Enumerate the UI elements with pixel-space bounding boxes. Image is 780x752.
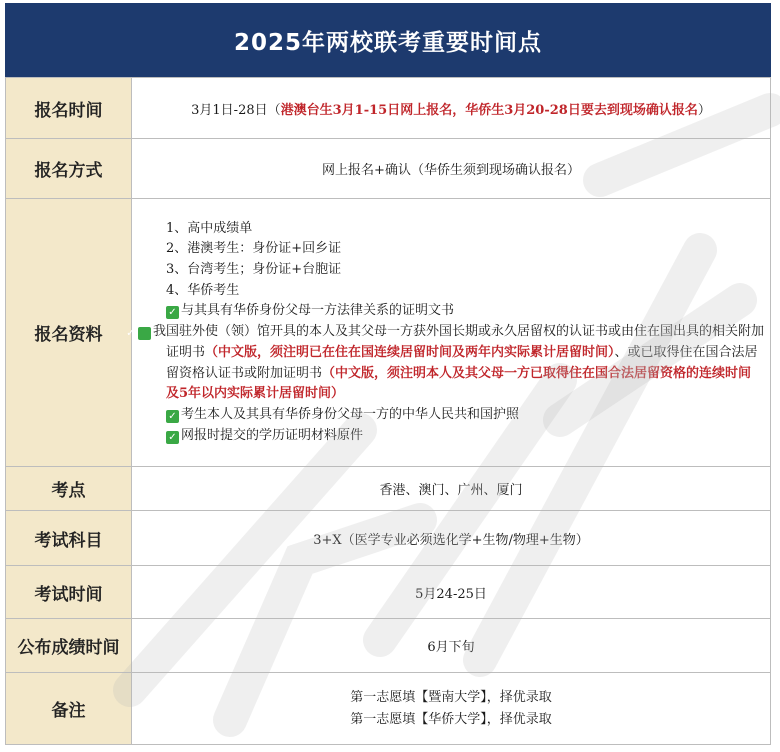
table-row xyxy=(6,673,771,745)
table-row xyxy=(6,78,771,139)
registration-method-value: 网上报名+确认（华侨生须到现场确认报名） xyxy=(132,139,771,199)
check-mark-icon: ✓ xyxy=(166,410,179,423)
table-row xyxy=(6,199,771,467)
timeline-card xyxy=(5,3,771,746)
list-item: ✓ 我国驻外使（领）馆开具的本人及其父母一方获外国长期或永久居留权的认证书或由住在国出具的相关附加证明书（中文版，须注明已在住在国连续居留时间及两年内实际累计居留时间）、或已取得住在国合法居留资格认证书或附加证明书（中文版，须注明本人及其父母一方已取得住在国合法居留资格的连续时间及5年以内实际累计居留时间） xyxy=(126,324,765,402)
materials-list xyxy=(126,199,771,467)
table-row xyxy=(6,511,771,566)
check-mark-icon: ✓ xyxy=(138,327,151,340)
list-item: 3、台湾考生；身份证+台胞证 xyxy=(166,262,342,278)
row-label: 考试科目 xyxy=(6,511,132,566)
table-row xyxy=(6,619,771,673)
venue-value: 香港、澳门、广州、厦门 xyxy=(132,467,771,511)
check-mark-icon: ✓ xyxy=(166,306,179,319)
list-item: 1、高中成绩单 xyxy=(166,220,253,236)
results-time-value: 6月下旬 xyxy=(132,619,771,673)
row-label: 报名资料 xyxy=(6,199,132,467)
table-row xyxy=(6,467,771,511)
check-mark-icon: ✓ xyxy=(166,431,179,444)
table-row xyxy=(6,566,771,619)
row-label: 考点 xyxy=(6,467,132,511)
highlight-text: 港澳台生3月1-15日网上报名，华侨生3月20-28日要去到现场确认报名 xyxy=(280,102,698,118)
row-label: 公布成绩时间 xyxy=(6,619,132,673)
notes-value xyxy=(132,673,771,745)
note-line: 第一志愿填【华侨大学】，择优录取 xyxy=(350,711,552,727)
list-item: ✓ 与其具有华侨身份父母一方法律关系的证明文书 xyxy=(166,301,764,322)
exam-time-value: 5月24-25日 xyxy=(132,566,771,619)
row-label: 备注 xyxy=(6,673,132,745)
page-title: 2025年两校联考重要时间点 xyxy=(5,3,771,77)
note-line: 第一志愿填【暨南大学】，择优录取 xyxy=(350,689,552,705)
row-label: 报名时间 xyxy=(6,78,132,139)
value-text: ） xyxy=(697,102,711,118)
list-item: 4、华侨考生 xyxy=(166,282,240,298)
value-text: 3月1日-28日（ xyxy=(191,102,281,118)
table-row xyxy=(6,139,771,199)
subjects-value: 3+X（医学专业必须选化学+生物/物理+生物） xyxy=(132,511,771,566)
registration-time-value xyxy=(132,78,771,139)
info-table xyxy=(5,77,771,745)
list-item: ✓ 考生本人及其具有华侨身份父母一方的中华人民共和国护照 xyxy=(166,405,764,426)
list-item: ✓ 网报时提交的学历证明材料原件 xyxy=(166,426,764,447)
row-label: 考试时间 xyxy=(6,566,132,619)
list-item: 2、港澳考生：身份证+回乡证 xyxy=(166,241,342,257)
row-label: 报名方式 xyxy=(6,139,132,199)
